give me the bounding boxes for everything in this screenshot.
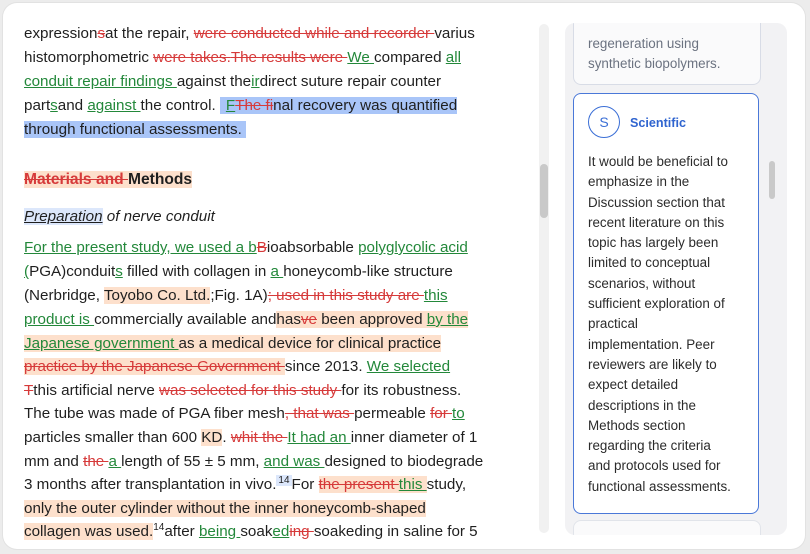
inserted-text[interactable]: For the present study, we used a b (24, 239, 257, 256)
deleted-text[interactable]: , that was (284, 405, 355, 422)
deleted-text[interactable]: were takes. (153, 49, 231, 66)
comments-scrollbar-thumb[interactable] (769, 161, 775, 199)
inserted-text[interactable]: and was (263, 453, 325, 470)
selected-text[interactable]: nal recovery was quantified (273, 97, 458, 114)
inserted-text[interactable]: s (115, 263, 123, 280)
inserted-text[interactable]: F (225, 97, 236, 114)
text-run: of nerve conduit (102, 208, 215, 225)
deleted-text[interactable]: were conducted while (193, 25, 344, 42)
text-run: part (24, 97, 51, 114)
commented-text[interactable]: collagen was used. (24, 523, 154, 540)
avatar: S (588, 106, 620, 138)
comment-card-next[interactable] (573, 520, 761, 535)
comment-line: limited to conceptual (588, 255, 711, 271)
inserted-text[interactable]: s (50, 97, 58, 114)
comment-line: emphasize in the (588, 174, 690, 190)
deleted-text[interactable]: The results were (230, 49, 348, 66)
editor-window (3, 3, 805, 549)
commented-text[interactable]: Toyobo Co. Ltd. (103, 287, 211, 304)
comment-line: expect detailed (588, 377, 679, 393)
text-run: against the (176, 73, 252, 90)
deleted-text[interactable]: ; used in this study are (267, 287, 424, 304)
document-scrollbar[interactable] (539, 24, 549, 533)
deleted-text[interactable]: s (97, 25, 106, 42)
comment-line: synthetic biopolymers. (588, 56, 721, 71)
text-line (24, 521, 478, 543)
text-run: varius (434, 25, 475, 42)
deleted-text[interactable]: Materials and (24, 171, 128, 188)
text-run: filled with collagen in (122, 263, 271, 280)
text-line (24, 333, 441, 355)
text-run: designed to biodegrade (324, 453, 484, 470)
selected-text[interactable]: through functional assessments. (24, 121, 246, 138)
inserted-text[interactable]: ed (272, 523, 290, 540)
inserted-text[interactable]: ( (24, 263, 30, 280)
inserted-text[interactable]: to (452, 405, 465, 422)
text-run: conduit (66, 263, 116, 280)
inserted-text[interactable]: being (198, 523, 241, 540)
comment-line: functional assessments. (588, 478, 731, 494)
heading-text: Methods (128, 171, 193, 188)
comment-line: topic has largely been (588, 235, 719, 251)
comment-text (588, 34, 720, 74)
text-run: expression (24, 25, 98, 42)
text-run: after (164, 523, 199, 540)
comment-line: reviewers are likely to (588, 356, 717, 372)
text-run: soak (240, 523, 273, 540)
deleted-text[interactable]: ing (289, 523, 314, 540)
text-run: direct suture repair counter (259, 73, 442, 90)
text-line (24, 285, 448, 307)
deleted-text[interactable]: ve (300, 311, 317, 328)
inserted-text[interactable]: product is (24, 311, 95, 328)
deleted-text[interactable]: the present (318, 476, 399, 493)
inserted-text[interactable]: this (398, 476, 427, 493)
deleted-text[interactable]: T (24, 382, 34, 399)
commented-text[interactable]: has (276, 311, 301, 328)
text-run: this artificial nerve (33, 382, 160, 399)
subsection-heading (24, 206, 215, 228)
comment-line: regeneration using (588, 36, 699, 51)
deleted-text[interactable]: was selected for this study (159, 382, 342, 399)
comment-line: Discussion section that (588, 194, 725, 210)
deleted-text[interactable]: B (256, 239, 267, 256)
text-run: histomorphometric (24, 49, 154, 66)
text-run: at the repair, (105, 25, 194, 42)
commented-text[interactable]: as a medical device for clinical practice (178, 335, 442, 352)
text-run: for its robustness. (341, 382, 462, 399)
commented-text[interactable]: KD (201, 429, 223, 446)
text-run: 3 months after transplantation in vivo. (24, 476, 277, 493)
text-run: mm and (24, 453, 84, 470)
comment-category: Scientific (630, 116, 686, 130)
text-line (24, 451, 483, 473)
comment-line: descriptions in the (588, 397, 696, 413)
text-line (24, 356, 450, 378)
text-line (24, 47, 461, 69)
inserted-text[interactable]: Japanese government (24, 335, 179, 352)
text-line (24, 380, 461, 402)
deleted-text[interactable]: The fi (235, 97, 274, 114)
text-line (24, 474, 466, 496)
text-run: compared (374, 49, 446, 66)
text-run: . (222, 429, 231, 446)
deleted-text[interactable]: whit the (230, 429, 288, 446)
text-run: For (291, 476, 319, 493)
text-run: particles smaller than 600 (24, 429, 202, 446)
comment-card-active[interactable] (573, 93, 759, 514)
text-run: inner diameter of 1 (350, 429, 478, 446)
inserted-text[interactable]: all (445, 49, 461, 66)
comment-line: regarding the criteria (588, 438, 711, 454)
text-run: PGA) (29, 263, 67, 280)
text-run: (Nerbridge, (24, 287, 104, 304)
document-pane[interactable] (24, 14, 504, 544)
text-line (24, 427, 477, 449)
text-line (24, 261, 453, 283)
text-line (24, 403, 465, 425)
text-run: commercially available and (94, 311, 277, 328)
comment-line: Methods section (588, 417, 686, 433)
section-heading (24, 169, 192, 191)
citation-marker[interactable]: 14 (278, 474, 290, 486)
deleted-text[interactable]: for (430, 405, 453, 422)
inserted-text[interactable]: by the (426, 311, 469, 328)
text-run: permeable (354, 405, 431, 422)
inserted-text[interactable]: We selected (366, 358, 451, 375)
comment-body (588, 152, 758, 497)
inserted-text[interactable]: a (270, 263, 284, 280)
text-line (24, 498, 426, 520)
commented-text[interactable]: Preparation (24, 208, 103, 225)
text-line (24, 119, 246, 141)
comment-line: implementation. Peer (588, 336, 715, 352)
inserted-text[interactable]: a (108, 453, 122, 470)
commented-text[interactable]: been approved (316, 311, 427, 328)
text-line (24, 95, 457, 117)
comment-line: It would be beneficial to (588, 154, 728, 169)
text-line (24, 309, 468, 331)
text-run: and (57, 97, 88, 114)
comments-panel (565, 23, 787, 535)
text-run: study, (426, 476, 467, 493)
text-run: The tube was made of PGA fiber mesh (24, 405, 285, 422)
text-line (24, 237, 468, 259)
citation-marker[interactable]: 14 (153, 521, 165, 533)
inserted-text[interactable]: this (423, 287, 448, 304)
comment-line: recent literature on this (588, 214, 725, 230)
comment-line: and protocols used for (588, 458, 721, 474)
deleted-text[interactable]: the (83, 453, 109, 470)
document-scrollbar-thumb[interactable] (540, 164, 548, 218)
comment-line: sufficient exploration of (588, 296, 725, 312)
text-run: length of 55 ± 5 mm, (121, 453, 264, 470)
comment-line: practical (588, 316, 638, 332)
inserted-text[interactable]: It had an (287, 429, 351, 446)
text-run: since 2013. (284, 358, 367, 375)
commented-text[interactable]: only the outer cylinder without the inner honeycomb-shaped (24, 500, 426, 517)
text-line (24, 71, 441, 93)
inserted-text[interactable]: ir (251, 73, 260, 90)
comment-line: scenarios, without (588, 275, 696, 291)
comment-card-previous[interactable] (573, 23, 761, 85)
text-run: ;Fig. 1A) (210, 287, 268, 304)
inserted-text[interactable]: conduit repair findings (24, 73, 177, 90)
inserted-text[interactable]: polyglycolic acid (358, 239, 468, 256)
text-run: honeycomb-like structure (283, 263, 453, 280)
inserted-text[interactable]: against (87, 97, 141, 114)
text-run: the control. (140, 97, 220, 114)
inserted-text[interactable]: We (347, 49, 375, 66)
text-run: ioabsorbable (266, 239, 359, 256)
deleted-text[interactable]: practice by the Japanese Government (24, 358, 285, 375)
text-run: soakeding in saline for 5 (313, 523, 478, 540)
deleted-text[interactable]: and recorder (343, 25, 435, 42)
text-line (24, 23, 475, 45)
